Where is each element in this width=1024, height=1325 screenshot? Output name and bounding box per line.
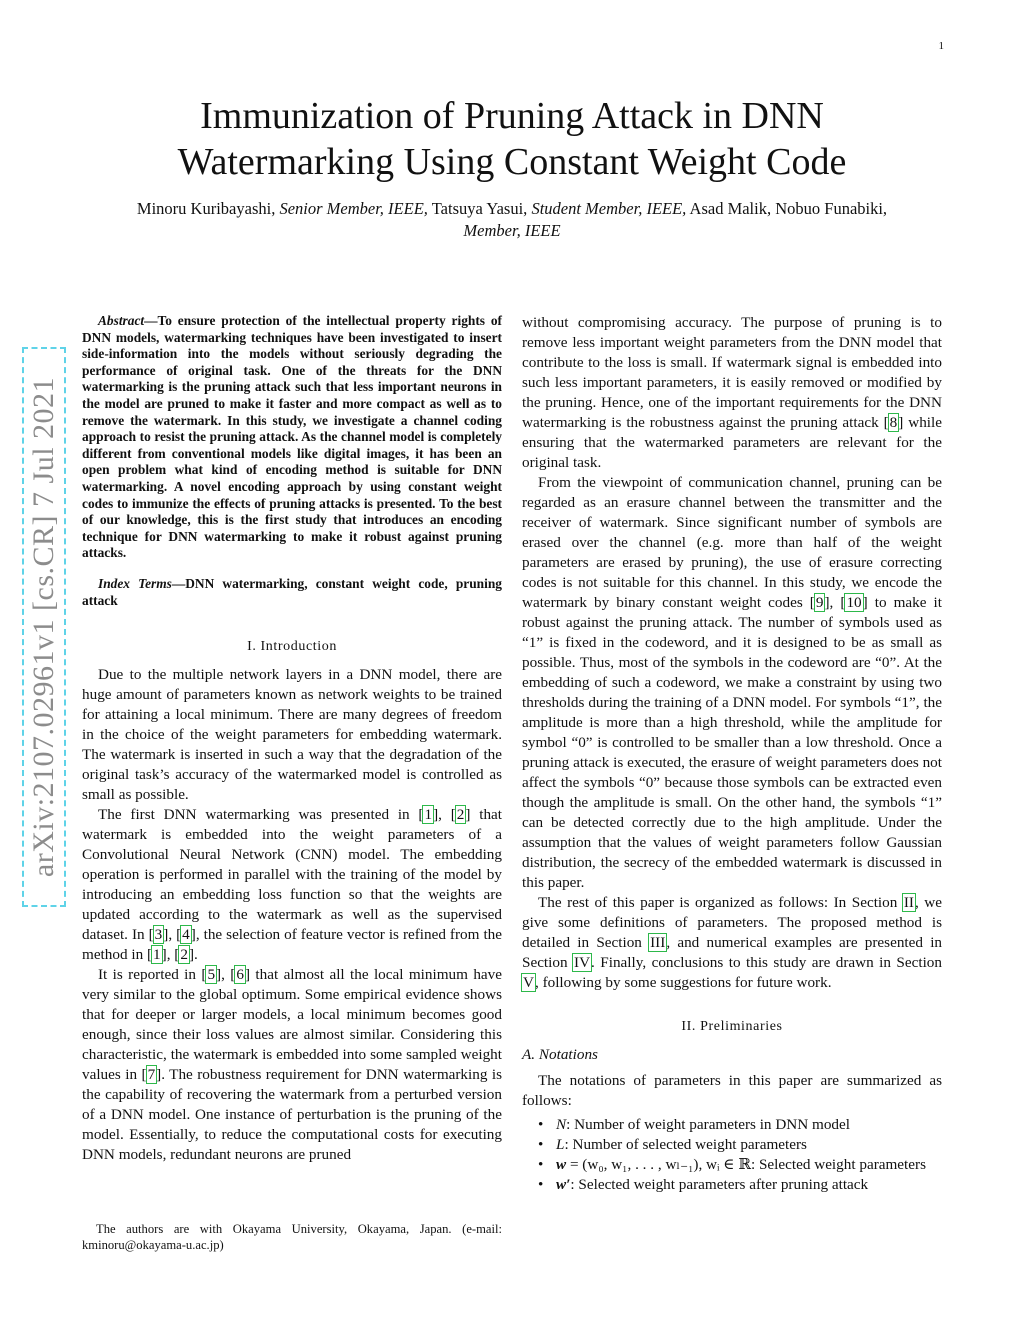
citation-link[interactable]: 9 <box>815 594 824 611</box>
list-item <box>522 1155 942 1175</box>
subsection-heading-notations: A. Notations <box>522 1046 598 1063</box>
citation-link[interactable]: 4 <box>182 926 190 944</box>
footnote <box>82 1221 502 1253</box>
page-number: 1 <box>938 40 944 52</box>
intro-paragraph-1: Due to the multiple network layers in a DNN model, there are huge amount of parameters known as network weights to be trained for attaining a local minimum. There are many degrees of freedom in the choice of the weight parameters for embedding watermark. The watermark is inserted in such a way that the degradation of the original task’s accuracy of the watermarked model is controlled as small as possible. <box>82 666 502 804</box>
author-2-role: Student Member, IEEE, <box>531 199 687 218</box>
notation-list <box>522 1115 942 1195</box>
text-span: . Finally, conclusions to this study are drawn in Section <box>591 954 942 971</box>
text-span: , we give some definitions of parameters. The proposed method is detailed in Section <box>522 894 943 951</box>
text-span: , <box>438 806 451 824</box>
author-1: Minoru Kuribayashi, <box>136 199 280 218</box>
text-span: . <box>194 946 198 964</box>
text-span: , following by some suggestions for future work. <box>534 974 832 991</box>
arxiv-stamp <box>22 347 66 907</box>
right-paragraph-3 <box>522 893 942 993</box>
footnote-text: The authors are with Okayama University, Okayama, Japan. (e-mail: kminoru@okayama-u.ac.jp) <box>82 1222 502 1252</box>
notation-symbol: w <box>556 1156 567 1173</box>
title-line-1: Immunization of Pruning Attack in DNN <box>200 95 824 137</box>
text-span: , and numerical examples are presented in Section <box>522 934 943 971</box>
citation-link[interactable]: 1 <box>153 946 161 964</box>
notation-symbol: w′ <box>556 1176 571 1193</box>
text-span: without compromising accuracy. The purpose of pruning is to remove less important weight parameters from the DNN model that contribute to the loss is small. If watermark signal is embedded into such less important parameters, it is easily removed or modified by the pruning. Hence, one of the important requirements for the DNN watermarking is the robustness against the pruning attack <box>522 314 942 431</box>
text-span: , the selection of feature vector is refined from the method in <box>82 926 503 964</box>
citation-link[interactable]: 2 <box>180 946 188 964</box>
index-terms <box>82 576 502 609</box>
citation-link[interactable]: 1 <box>424 806 433 824</box>
section-link[interactable]: III <box>650 934 666 951</box>
citation-link[interactable]: 8 <box>889 414 898 431</box>
text-span: , <box>166 946 175 964</box>
intro-paragraph-2: The first DNN watermarking was presented in [1], [2] that watermark is embedded into the weight parameters of a Convolutional Neural Network (CNN) model. The embedding operation is performed in parallel with the training of the model by introducing an embedding loss function so that the weights are updated according to the watermark as well as the supervised dataset. In [3], [4], the selection of feature vector is refined from the method in [1], [2]. <box>82 806 503 964</box>
index-terms-label: Index Terms <box>98 575 172 591</box>
text-span: It is reported in <box>98 966 202 984</box>
notation-intro: The notations of parameters in this paper are summarized as follows: <box>522 1072 942 1109</box>
text-span: while ensuring that the watermarked parameters are relevant for the original task. <box>522 414 942 471</box>
notation-text: : Number of selected weight parameters <box>564 1136 807 1153</box>
author-2: Tatsuya Yasui, <box>427 199 532 218</box>
index-terms-text: —DNN watermarking, constant weight code, pruning attack <box>82 575 502 608</box>
text-span: . The robustness requirement for DNN watermarking is the capability of recovering the watermark from a perturbed version of a DNN model. One instance of perturbation is the pruning of the model. Essentially, to reduce the computational costs for executing DNN models, redundant neurons are pruned <box>82 1066 502 1164</box>
notation-symbol: N <box>556 1116 567 1133</box>
author-3-4: Asad Malik, Nobuo Funabiki, <box>686 199 888 218</box>
text-span: , <box>829 594 841 611</box>
text-span: , <box>168 926 177 944</box>
paper-title <box>0 93 1024 185</box>
author-list <box>110 198 914 242</box>
notation-symbol: L <box>556 1136 565 1153</box>
arxiv-stamp-text: arXiv:2107.02961v1 [cs.CR] 7 Jul 2021 <box>22 347 66 907</box>
introduction-section <box>82 639 502 1165</box>
author-3-4-role: Member, IEEE <box>463 221 561 240</box>
citation-link[interactable]: 2 <box>456 806 465 824</box>
citation-link[interactable]: 10 <box>846 594 862 611</box>
section-heading-introduction: I. Introduction <box>247 639 337 655</box>
text-span: to make it robust against the pruning attack. The number of symbols used as “1” is fixed in the codeword, and it is designed to be as small as possible. Thus, most of the symbols in the codeword are “0”. At the embedding of such a codeword, we make a constraint by using two thresholds during the training of a DNN model. For symbols “1”, the amplitude is more than a high threshold, while the amplitude for symbol “0” is controlled to be smaller than a low threshold. Once a pruning attack is executed, the erasure of weight parameters does not affect the symbols “0” because those symbols can be extracted even though the amplitude is small. On the other hand, the symbols “1” can be detected correctly due to the high amplitude. Under the assumption that the values of weight parameters follow Gaussian distribution, the secrecy of the embedded watermark is discussed in this paper. <box>522 594 942 891</box>
list-item <box>522 1135 942 1155</box>
left-column <box>82 313 502 1165</box>
right-paragraph-2: From the viewpoint of communication channel, pruning can be regarded as an erasure channel between the transmitter and the receiver of watermark. Since significant number of symbols are erased over the channel (e.g. more than half of the weight parameters are erased by pruning), the use of erasure correcting codes is not suitable for this channel. In this study, we encode the watermark by binary constant weight codes [9], [10] to make it robust against the pruning attack. The number of symbols used as “1” is fixed in the codeword, and it is designed to be as small as possible. Thus, most of the symbols in the codeword are “0”. At the embedding of such a codeword, we make a constraint by using two thresholds during the training of a DNN model. For symbols “1”, the amplitude is more than a high threshold, while the amplitude for symbol “0” is controlled to be smaller than a low threshold. Once a pruning attack is executed, the erasure of weight parameters does not affect the symbols “0” because those symbols can be extracted even though the amplitude is small. On the other hand, the symbols “1” can be detected correctly due to the high amplitude. Under the assumption that the values of weight parameters follow Gaussian distribution, the secrecy of the embedded watermark is discussed in this paper. <box>522 474 942 891</box>
intro-paragraph-3: It is reported in [5], [6] that almost all the local minimum have very similar to the global optimum. Some empirical evidence shows that for deeper or larger models, a local minimum becomes good enough, since their loss values are almost similar. Considering this characteristic, the watermark is embedded into some sampled weight values in [7]. The robustness requirement for DNN watermarking is the capability of recovering the watermark from a perturbed version of a DNN model. One instance of perturbation is the pruning of the model. Essentially, to reduce the computational costs for executing DNN models, redundant neurons are pruned <box>82 966 502 1164</box>
title-line-2: Watermarking Using Constant Weight Code <box>177 141 847 183</box>
list-item <box>522 1175 942 1195</box>
right-paragraph-1: without compromising accuracy. The purpose of pruning is to remove less important weight parameters from the DNN model that contribute to the loss is small. If watermark signal is embedded into such less important parameters, it is easily removed or modified by the pruning. Hence, one of the important requirements for the DNN watermarking is the robustness against the pruning attack [8] while ensuring that the watermarked parameters are relevant for the original task. <box>522 314 942 471</box>
citation-link[interactable]: 6 <box>236 966 244 984</box>
notation-text: : Selected weight parameters after pruning attack <box>570 1176 869 1193</box>
abstract-text: —To ensure protection of the intellectual property rights of DNN models, watermarking techniques have been investigated to insert side-information into the models without seriously degrading the performance of original task. One of the threats for the DNN watermarking is the pruning attack such that less important neurons in the model are pruned to make it faster and more compact as well as to remove the watermark. In this study, we investigate a channel coding approach to resist the pruning attack. As the channel model is completely different from conventional models like digital images, it has been an open problem what kind of encoding method is suitable for DNN watermarking. A novel encoding approach by using constant weight codes to immunize the effects of pruning attacks is presented. To the best of our knowledge, this is the first study that introduces an encoding technique for DNN watermarking to make it robust against pruning attacks. <box>82 313 502 561</box>
notation-text: : Number of weight parameters in DNN model <box>566 1116 850 1133</box>
abstract <box>82 313 502 562</box>
abstract-label: Abstract <box>98 313 145 328</box>
citation-link[interactable]: 3 <box>154 926 163 944</box>
section-link[interactable]: II <box>903 894 914 911</box>
section-link[interactable]: V <box>523 974 534 991</box>
notation-text: = (w₀, w₁, . . . , wₗ₋₁), wᵢ ∈ ℝ: Selected weight parameters <box>566 1156 926 1173</box>
section-heading-preliminaries: II. Preliminaries <box>681 1019 783 1034</box>
list-item <box>522 1115 942 1135</box>
citation-link[interactable]: 5 <box>207 966 216 984</box>
text-span: that almost all the local minimum have very similar to the global optimum. Some empirical evidence shows that for deeper or larger models, a local minimum becomes good enough, since their loss values are almost similar. Considering this characteristic, the watermark is embedded into some sampled weight values in <box>82 966 502 1084</box>
author-1-role: Senior Member, IEEE, <box>279 199 428 218</box>
text-span: From the viewpoint of communication channel, pruning can be regarded as an erasure channel between the transmitter and the receiver of watermark. Since significant number of symbols are erased over the channel (e.g. more than half of the weight parameters are erased by pruning), the use of erasure correcting codes is not suitable for this channel. In this study, we encode the watermark by binary constant weight codes <box>522 474 942 611</box>
right-column <box>522 313 942 1195</box>
text-span: The rest of this paper is organized as follows: In Section <box>538 894 903 911</box>
citation-link[interactable]: 7 <box>147 1066 156 1084</box>
text-span: The first DNN watermarking was presented in <box>98 806 419 824</box>
text-span: that watermark is embedded into the weight parameters of a Convolutional Neural Network (CNN) model. The embedding operation is performed in parallel with the training of the model by introducing an embedding loss function so that the weights are updated according to the watermark as well as the supervised dataset. In <box>82 806 502 944</box>
text-span: , <box>221 966 231 984</box>
section-link[interactable]: IV <box>574 954 591 971</box>
